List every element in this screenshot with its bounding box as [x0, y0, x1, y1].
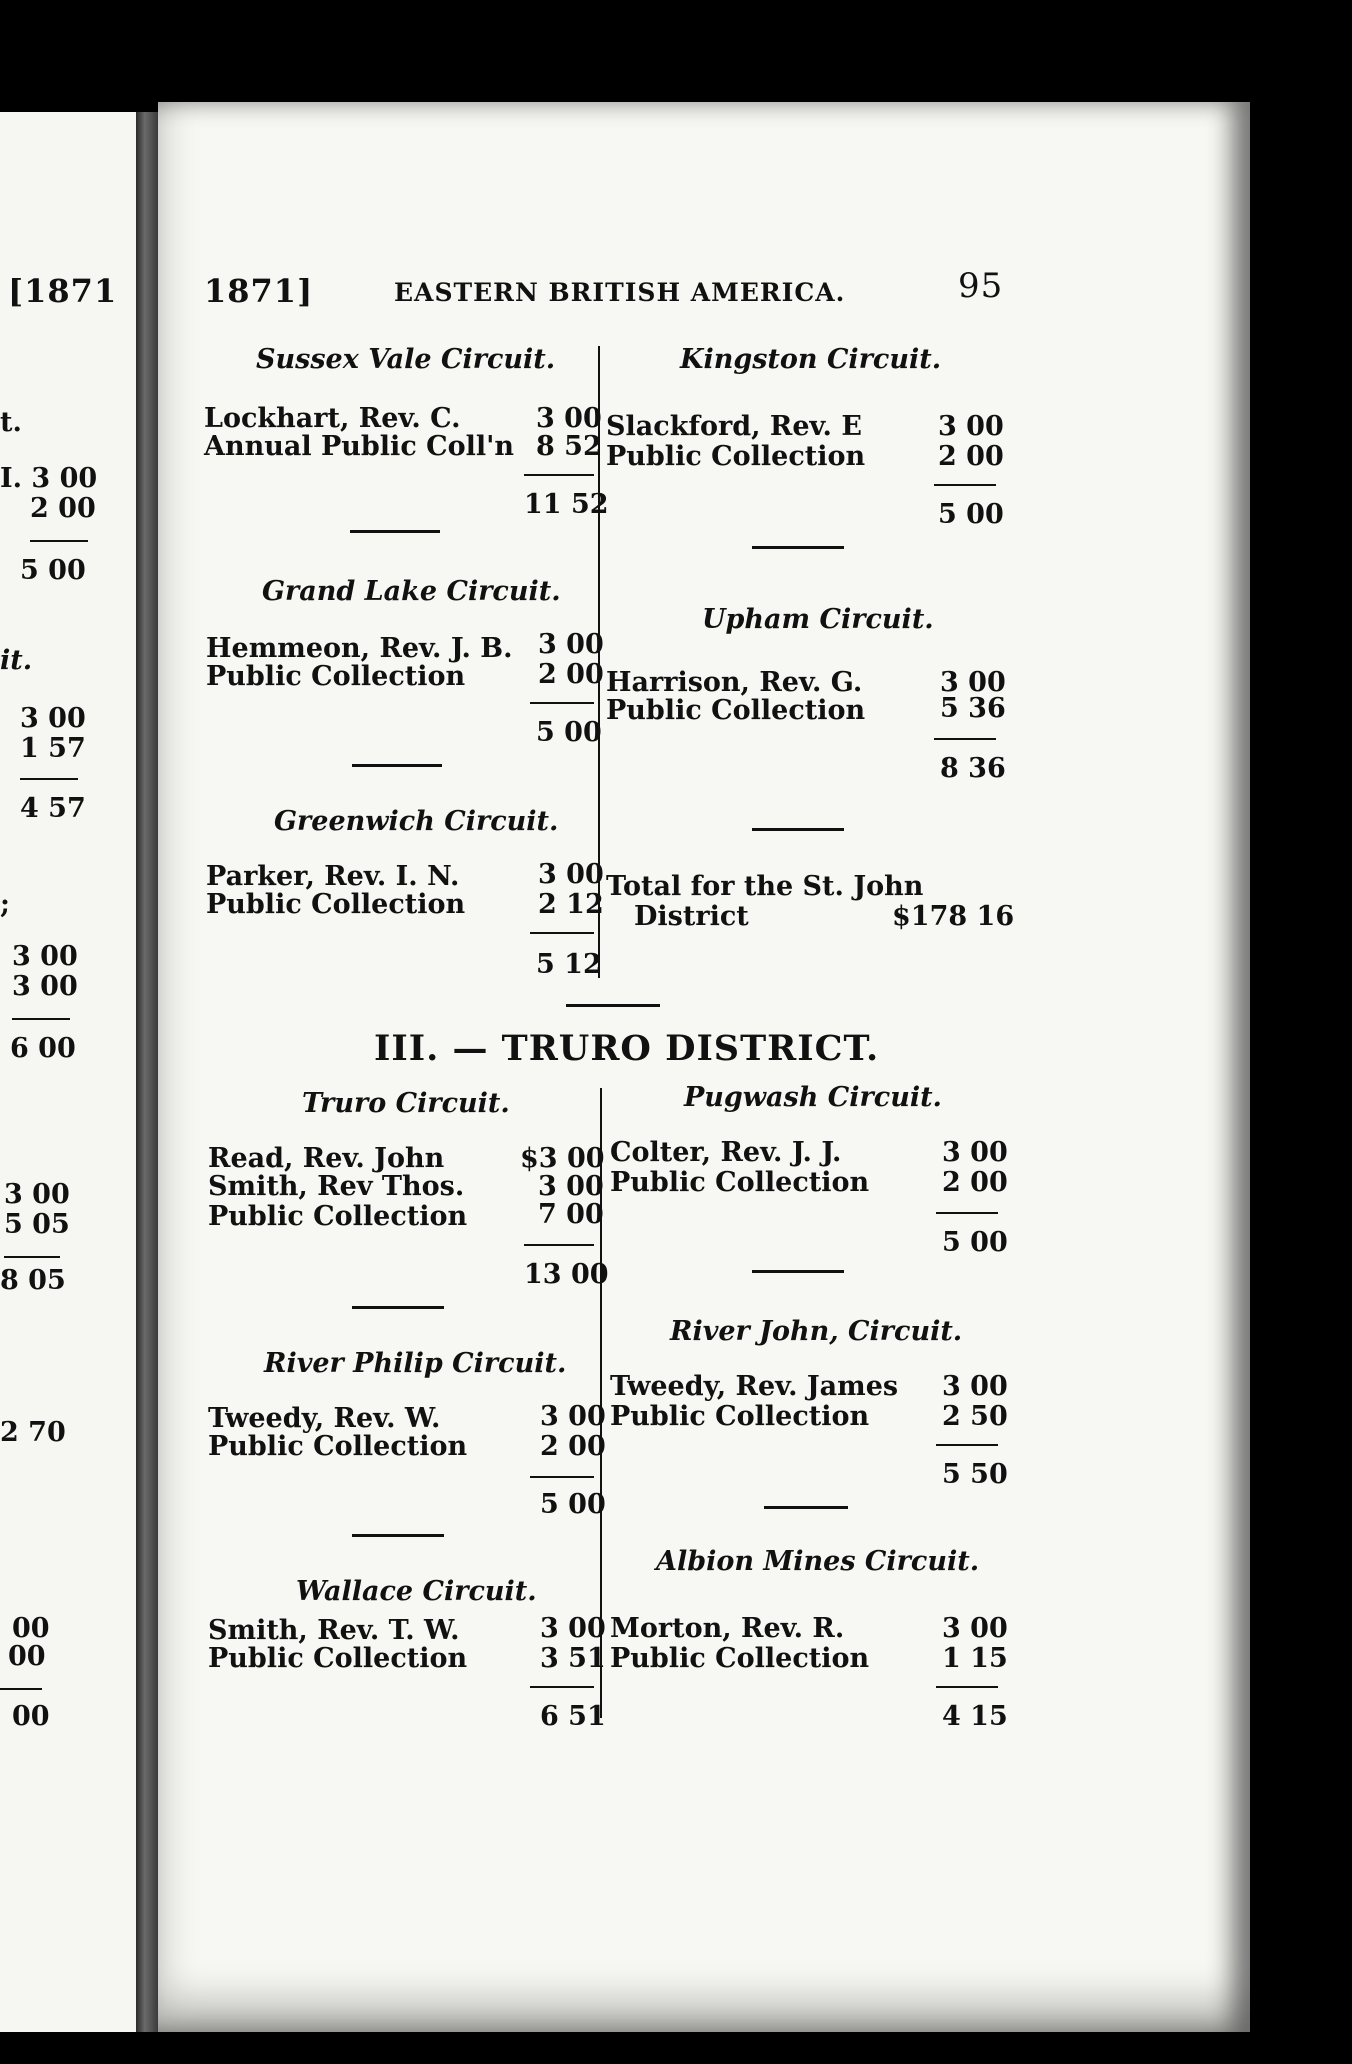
entry-amount: 2 00: [938, 441, 1004, 472]
circuit-total: 5 00: [942, 1227, 1008, 1258]
sum-rule: [530, 932, 594, 934]
entry-amount: 3 00: [536, 403, 602, 434]
entry-name: Annual Public Coll'n: [204, 431, 515, 462]
district-title: III. — TRURO DISTRICT.: [374, 1028, 880, 1069]
left-line: it.: [0, 645, 33, 676]
entry-name: Public Collection: [208, 1431, 468, 1462]
entry-name: Public Collection: [208, 1643, 468, 1674]
entry-amount: 2 00: [538, 659, 604, 690]
entry-amount: 8 52: [536, 431, 602, 462]
circuit-total: 6 51: [540, 1701, 606, 1732]
entry-name: Public Collection: [206, 889, 466, 920]
entry-amount: 7 00: [538, 1199, 604, 1230]
left-line: 5 00: [20, 555, 86, 586]
entry-amount: 3 51: [540, 1643, 606, 1674]
left-rule: [30, 540, 88, 542]
entry-name: Harrison, Rev. G.: [606, 667, 863, 698]
entry-amount: $3 00: [520, 1143, 605, 1174]
entry-amount: 1 15: [942, 1643, 1008, 1674]
circuit-name: Upham Circuit.: [702, 604, 934, 635]
entry-name: Hemmeon, Rev. J. B.: [206, 633, 513, 664]
circuit-total: 5 12: [536, 949, 602, 980]
section-rule: [566, 1004, 660, 1007]
left-line: 2 00: [30, 493, 96, 524]
left-line: 00: [12, 1701, 50, 1732]
entry-name: Public Collection: [206, 661, 466, 692]
entry-name: Public Collection: [606, 695, 866, 726]
circuit-name: Kingston Circuit.: [680, 344, 942, 375]
section-rule: [350, 530, 440, 533]
circuit-total: 5 00: [540, 1489, 606, 1520]
left-line: 2 70: [0, 1417, 66, 1448]
left-line: I. 3 00: [0, 463, 98, 494]
entry-amount: 3 00: [540, 1401, 606, 1432]
circuit-total: 5 00: [938, 499, 1004, 530]
section-rule: [752, 828, 844, 831]
entry-amount: 2 00: [540, 1431, 606, 1462]
sum-rule: [530, 1686, 594, 1688]
entry-amount: 3 00: [540, 1613, 606, 1644]
circuit-name: Truro Circuit.: [302, 1088, 510, 1119]
entry-amount: 3 00: [938, 411, 1004, 442]
left-line: 3 00: [12, 971, 78, 1002]
left-line: 3 00: [4, 1179, 70, 1210]
page-number: 95: [958, 266, 1004, 306]
left-line: 1 57: [20, 733, 86, 764]
entry-name: Public Collection: [606, 441, 866, 472]
entry-amount: 5 36: [940, 693, 1006, 724]
entry-name: Parker, Rev. I. N.: [206, 861, 460, 892]
sum-rule: [524, 474, 594, 476]
sum-rule: [530, 1476, 594, 1478]
left-page-year: [1871: [8, 272, 118, 310]
left-line: 4 57: [20, 793, 86, 824]
section-rule: [752, 1270, 844, 1273]
left-line: 00: [12, 1613, 50, 1644]
entry-name: Smith, Rev. T. W.: [208, 1615, 460, 1646]
entry-name: Slackford, Rev. E: [606, 411, 862, 442]
circuit-total: 8 36: [940, 753, 1006, 784]
entry-amount: 3 00: [538, 629, 604, 660]
entry-name: Read, Rev. John: [208, 1143, 445, 1174]
district-total-label: District: [634, 901, 749, 932]
book-gutter: [136, 112, 158, 2032]
section-rule: [352, 764, 442, 767]
left-line: 3 00: [12, 941, 78, 972]
entry-name: Morton, Rev. R.: [610, 1613, 845, 1644]
left-line: 00: [8, 1641, 46, 1672]
page-header-title: EASTERN BRITISH AMERICA.: [394, 278, 846, 307]
circuit-name: River Philip Circuit.: [264, 1348, 567, 1379]
entry-name: Tweedy, Rev. W.: [208, 1403, 441, 1434]
district-total-label: Total for the St. John: [606, 871, 924, 902]
circuit-total: 5 00: [536, 717, 602, 748]
entry-amount: 2 50: [942, 1401, 1008, 1432]
sum-rule: [934, 484, 996, 486]
left-line: 8 05: [0, 1265, 66, 1296]
section-rule: [752, 546, 844, 549]
entry-amount: 3 00: [538, 859, 604, 890]
circuit-total: 5 50: [942, 1459, 1008, 1490]
circuit-total: 4 15: [942, 1701, 1008, 1732]
entry-amount: 2 00: [942, 1167, 1008, 1198]
sum-rule: [936, 1212, 998, 1214]
circuit-total: 13 00: [524, 1259, 609, 1290]
entry-name: Public Collection: [610, 1401, 870, 1432]
entry-amount: 3 00: [942, 1613, 1008, 1644]
circuit-name: Pugwash Circuit.: [684, 1082, 942, 1113]
entry-amount: 2 12: [538, 889, 604, 920]
entry-amount: 3 00: [940, 667, 1006, 698]
circuit-name: Wallace Circuit.: [296, 1576, 537, 1607]
entry-amount: 3 00: [942, 1371, 1008, 1402]
sum-rule: [934, 738, 996, 740]
circuit-name: Albion Mines Circuit.: [656, 1546, 980, 1577]
left-rule: [20, 778, 78, 780]
sum-rule: [936, 1444, 998, 1446]
sum-rule: [530, 702, 594, 704]
circuit-name: Greenwich Circuit.: [274, 806, 559, 837]
header-year: 1871]: [204, 272, 314, 310]
entry-name: Colter, Rev. J. J.: [610, 1137, 842, 1168]
circuit-name: Sussex Vale Circuit.: [256, 344, 556, 375]
left-line: t.: [0, 407, 22, 438]
left-rule: [0, 1688, 42, 1690]
district-total-amount: $178 16: [892, 901, 1015, 932]
circuit-name: Grand Lake Circuit.: [262, 576, 561, 607]
left-line: 6 00: [10, 1033, 76, 1064]
left-rule: [4, 1256, 60, 1258]
section-rule: [352, 1534, 444, 1537]
entry-name: Smith, Rev Thos.: [208, 1171, 465, 1202]
left-line: 3 00: [20, 703, 86, 734]
left-page-fragment: [0, 112, 136, 2032]
entry-name: Public Collection: [610, 1167, 870, 1198]
left-rule: [12, 1018, 70, 1020]
entry-name: Public Collection: [610, 1643, 870, 1674]
section-rule: [764, 1506, 848, 1509]
left-line: ;: [0, 889, 10, 920]
entry-amount: 3 00: [942, 1137, 1008, 1168]
sum-rule: [524, 1244, 594, 1246]
entry-amount: 3 00: [538, 1171, 604, 1202]
section-rule: [352, 1306, 444, 1309]
entry-name: Lockhart, Rev. C.: [204, 403, 461, 434]
entry-name: Public Collection: [208, 1201, 468, 1232]
entry-name: Tweedy, Rev. James: [610, 1371, 899, 1402]
circuit-total: 11 52: [524, 489, 609, 520]
circuit-name: River John, Circuit.: [670, 1316, 963, 1347]
sum-rule: [936, 1686, 998, 1688]
left-line: 5 05: [4, 1209, 70, 1240]
